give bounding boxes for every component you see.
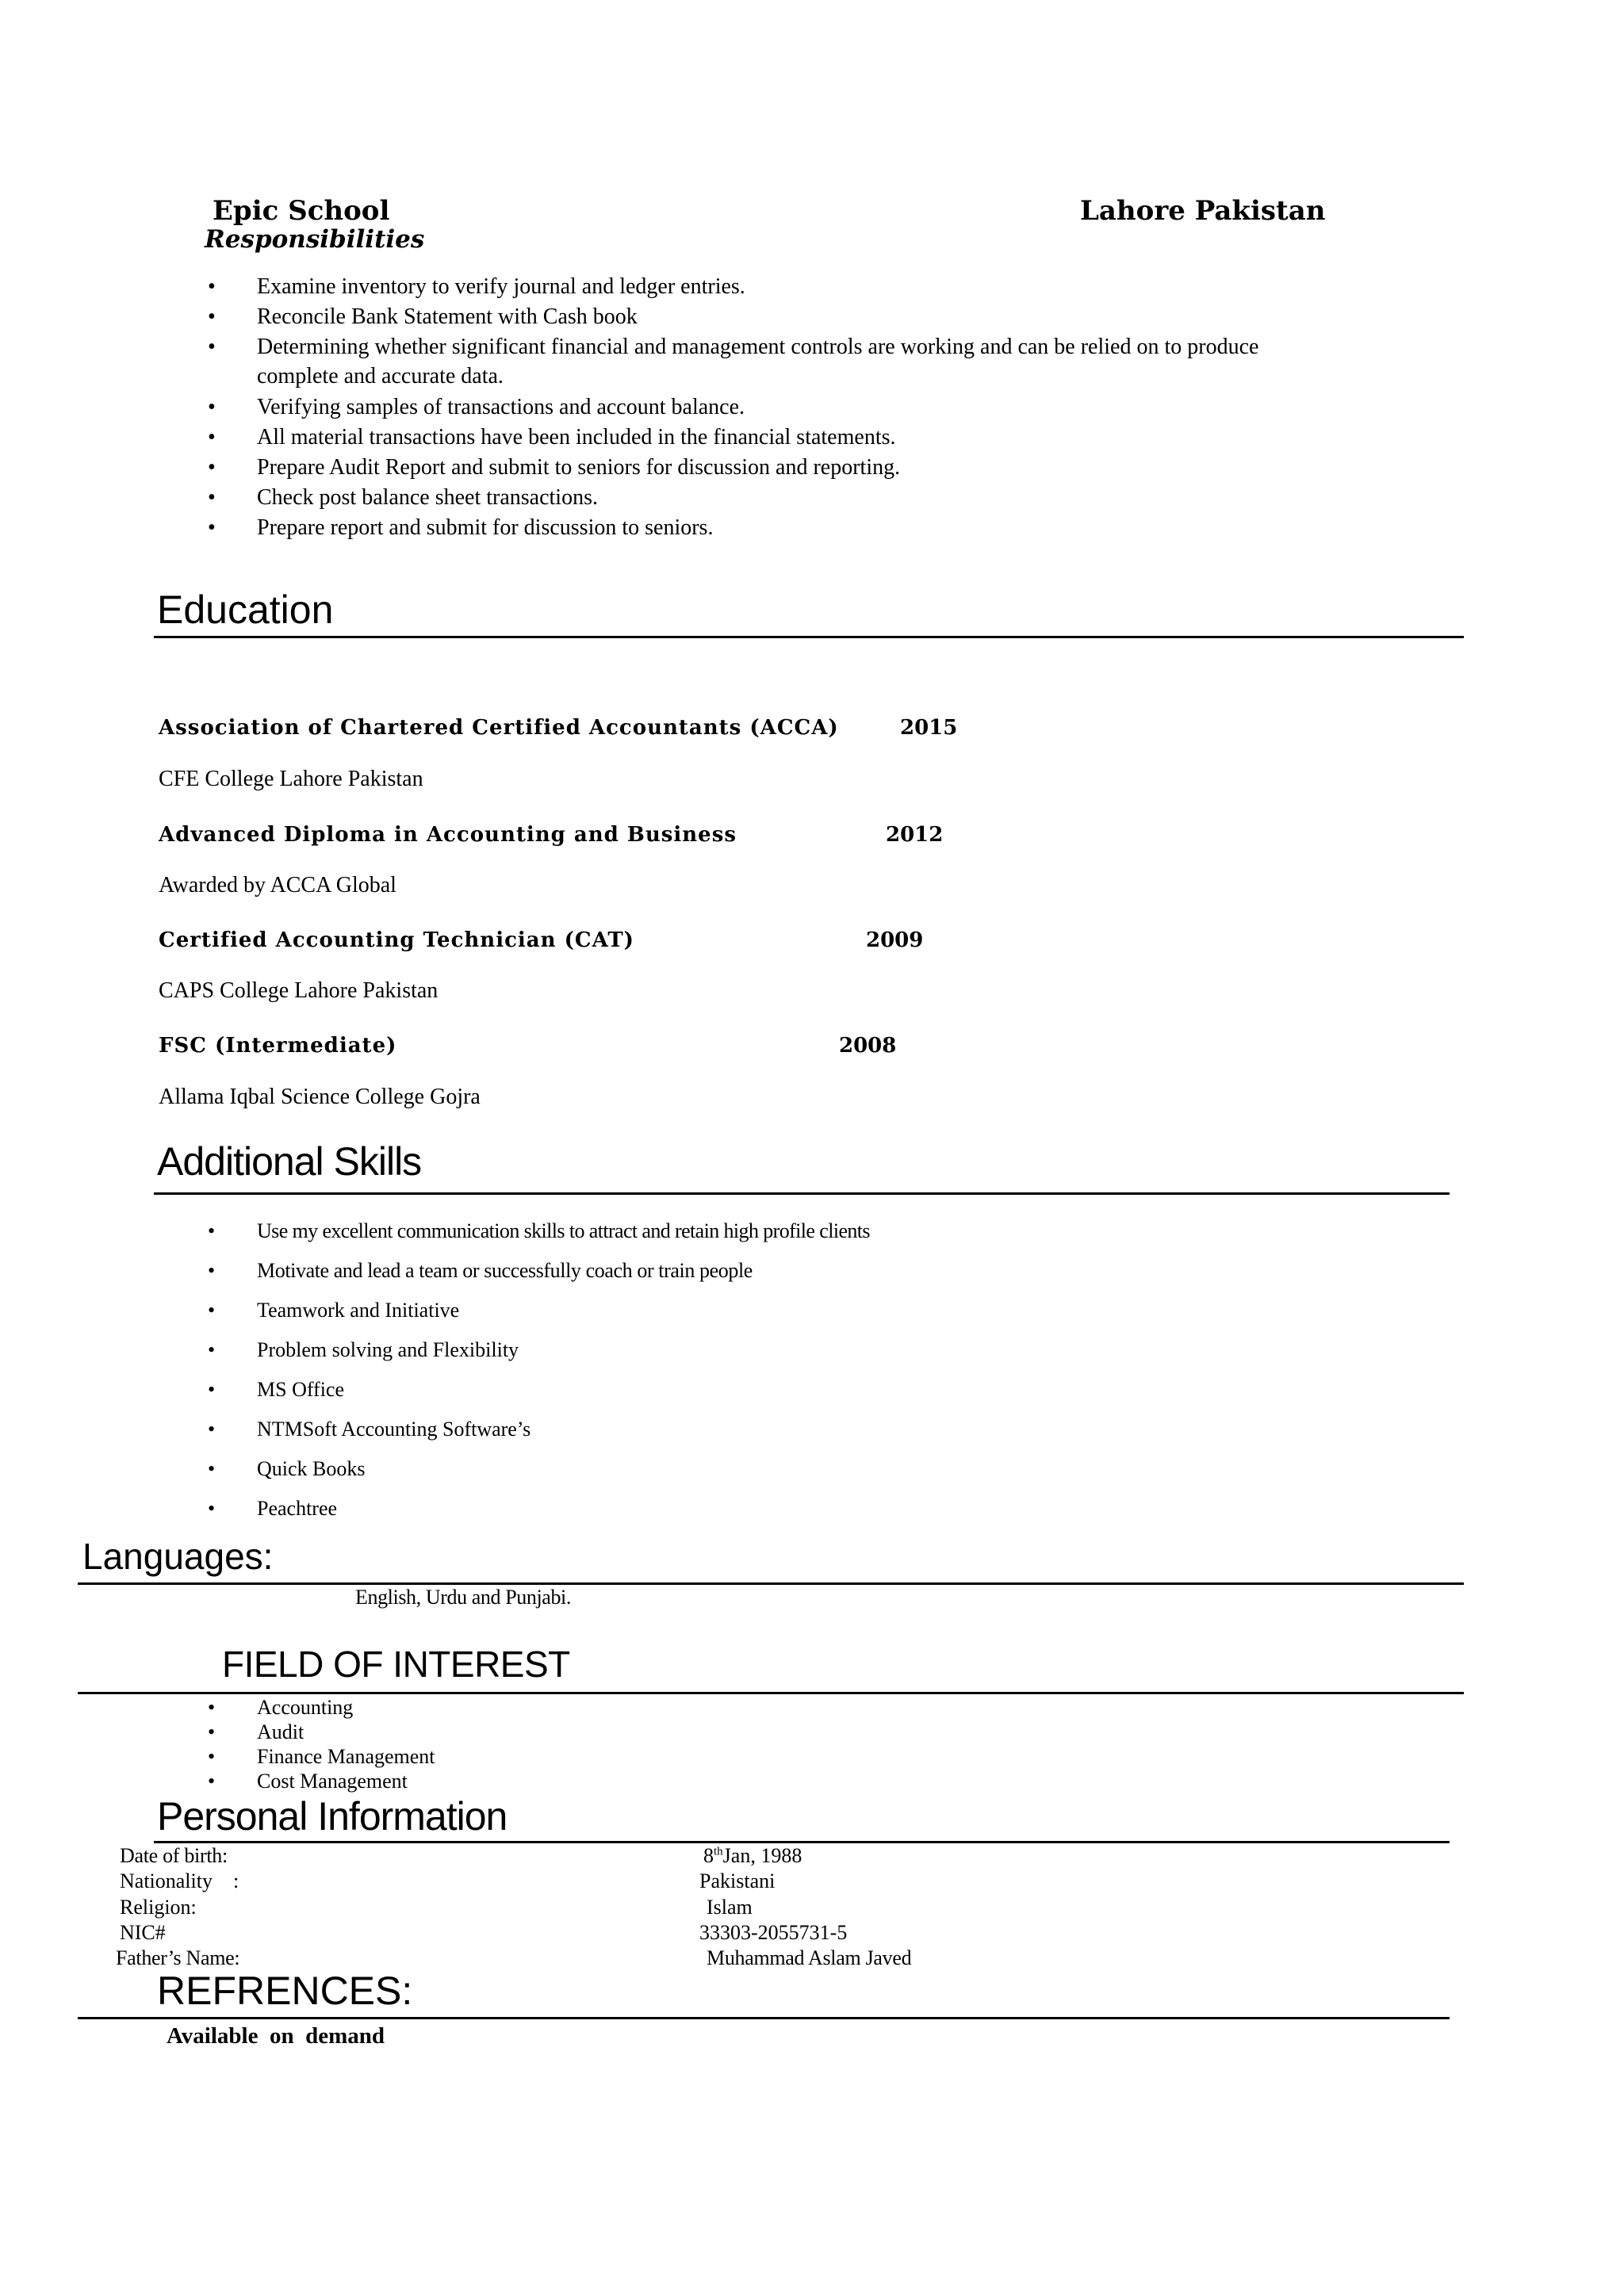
degree-title: FSC (Intermediate)	[159, 1034, 397, 1058]
education-heading: Education	[157, 587, 334, 632]
list-item: Quick Books	[257, 1457, 366, 1480]
list-item: Problem solving and Flexibility	[257, 1338, 519, 1361]
institution-name: CFE College Lahore Pakistan	[159, 767, 423, 791]
references-value: Available on demand	[167, 2023, 385, 2049]
employer-location: Lahore Pakistan	[1080, 195, 1326, 227]
list-bullet: •	[208, 1299, 216, 1322]
list-item: Examine inventory to verify journal and ledger entries.	[257, 274, 745, 299]
institution-name: CAPS College Lahore Pakistan	[159, 978, 439, 1003]
personal-value: 33303-2055731-5	[699, 1921, 848, 1944]
list-bullet: •	[208, 425, 216, 450]
institution-name: Awarded by ACCA Global	[159, 873, 396, 897]
degree-year: 2009	[866, 928, 924, 952]
interest-rule	[78, 1692, 1464, 1694]
personal-rule	[154, 1841, 1450, 1843]
list-bullet: •	[208, 485, 216, 510]
list-bullet: •	[208, 1696, 216, 1719]
list-item: Prepare report and submit for discussion to seniors.	[257, 515, 714, 540]
list-bullet: •	[208, 1418, 216, 1441]
list-item: Peachtree	[257, 1497, 338, 1520]
degree-title: Advanced Diploma in Accounting and Business	[159, 823, 737, 847]
list-bullet: •	[208, 1770, 216, 1793]
list-bullet: •	[208, 1720, 216, 1743]
list-bullet: •	[208, 1219, 216, 1242]
list-item: Check post balance sheet transactions.	[257, 485, 598, 510]
personal-value: Muhammad Aslam Javed	[707, 1946, 912, 1969]
degree-year: 2008	[839, 1034, 897, 1058]
personal-value: Pakistani	[699, 1869, 776, 1892]
list-bullet: •	[208, 1497, 216, 1520]
personal-label: NIC#	[120, 1921, 166, 1944]
skills-rule	[154, 1192, 1450, 1195]
list-bullet: •	[208, 274, 216, 299]
personal-label: Date of birth:	[120, 1844, 228, 1867]
list-item-continuation: complete and accurate data.	[257, 364, 504, 388]
list-bullet: •	[208, 1338, 216, 1361]
degree-year: 2015	[900, 716, 958, 740]
list-bullet: •	[208, 1378, 216, 1401]
list-item: MS Office	[257, 1378, 345, 1401]
degree-year: 2012	[886, 823, 944, 847]
list-item: Prepare Audit Report and submit to seniors for discussion and reporting.	[257, 455, 901, 480]
languages-rule	[78, 1582, 1464, 1585]
list-item: NTMSoft Accounting Software’s	[257, 1418, 531, 1441]
list-bullet: •	[208, 1259, 216, 1282]
list-bullet: •	[208, 515, 216, 540]
list-bullet: •	[208, 455, 216, 480]
list-bullet: •	[208, 335, 216, 359]
degree-title: Certified Accounting Technician (CAT)	[159, 928, 634, 952]
references-heading: REFRENCES:	[157, 1969, 413, 2013]
list-item: Determining whether significant financial and management controls are working and can be relied on to produce	[257, 335, 1259, 359]
personal-label: Religion:	[120, 1896, 197, 1919]
list-item: Reconcile Bank Statement with Cash book	[257, 304, 638, 329]
list-item: All material transactions have been included in the financial statements.	[257, 425, 896, 450]
list-item: Use my excellent communication skills to attract and retain high profile clients	[257, 1219, 870, 1242]
languages-heading: Languages:	[82, 1536, 274, 1577]
personal-value: 8thJan, 1988	[703, 1844, 802, 1867]
interest-heading: FIELD OF INTEREST	[222, 1644, 570, 1685]
list-item: Accounting	[257, 1696, 354, 1719]
list-item: Motivate and lead a team or successfully coach or train people	[257, 1259, 753, 1282]
list-item: Audit	[257, 1720, 304, 1743]
list-item: Verifying samples of transactions and account balance.	[257, 395, 745, 419]
employer-name: Epic School	[213, 195, 390, 227]
languages-value: English, Urdu and Punjabi.	[355, 1586, 571, 1609]
responsibilities-title: Responsibilities	[205, 225, 425, 254]
skills-heading: Additional Skills	[157, 1139, 422, 1184]
list-item: Cost Management	[257, 1770, 408, 1793]
list-item: Teamwork and Initiative	[257, 1299, 460, 1322]
personal-heading: Personal Information	[157, 1794, 508, 1839]
institution-name: Allama Iqbal Science College Gojra	[159, 1085, 481, 1109]
personal-value: Islam	[707, 1896, 753, 1919]
references-rule	[78, 2017, 1450, 2019]
education-rule	[154, 636, 1464, 638]
personal-label: Father’s Name:	[116, 1946, 240, 1969]
list-bullet: •	[208, 1745, 216, 1768]
list-bullet: •	[208, 1457, 216, 1480]
degree-title: Association of Chartered Certified Accountants (ACCA)	[159, 716, 839, 740]
list-bullet: •	[208, 395, 216, 419]
list-item: Finance Management	[257, 1745, 435, 1768]
list-bullet: •	[208, 304, 216, 329]
personal-label: Nationality :	[120, 1869, 239, 1892]
